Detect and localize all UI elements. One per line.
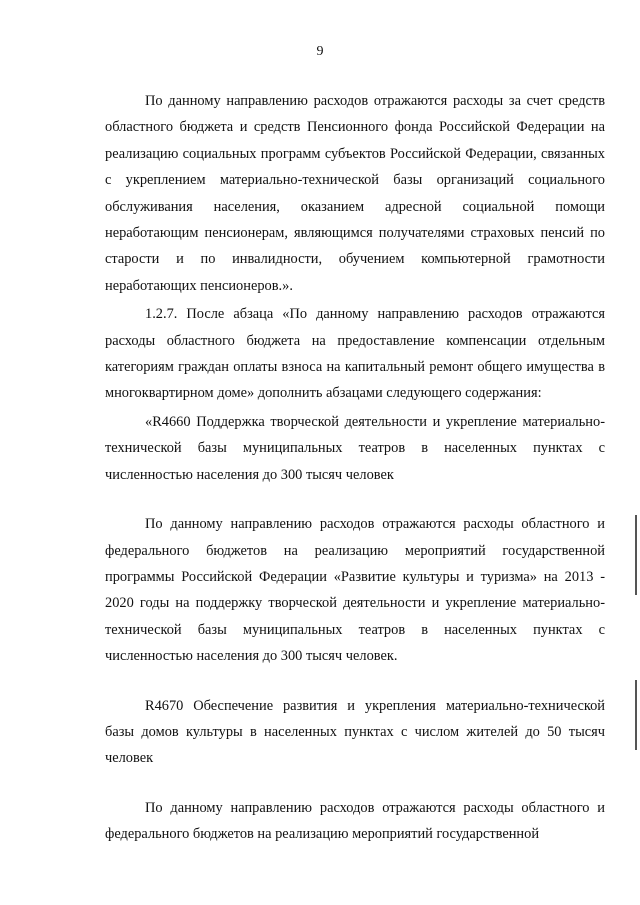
- paragraph-r4670-description: По данному направлению расходов отражаются расходы областного и федерального бюджетов на реализацию мероприятий государственной: [105, 799, 605, 843]
- paragraph-item-1-2-7: 1.2.7. После абзаца «По данному направлению расходов отражаются расходы областного бюджета на предоставление компенсации отдельным категориям граждан оплаты взноса на капитальный ремонт общего имущества в многоквартирном доме» дополнить абзацами следующего содержания:: [105, 306, 605, 402]
- scan-edge-mark: [635, 515, 637, 595]
- page-number: 9: [316, 44, 324, 59]
- scan-edge-mark: [635, 680, 637, 750]
- paragraph-pension-fund-expenses: По данному направлению расходов отражаются расходы за счет средств областного бюджета и средств Пенсионного фонда Российской Федерации на реализацию социальных программ субъектов Российской Федерации, связанных с укреплением материально-технической базы организаций социального обслуживания населения, оказанием адресной социальной помощи неработающим пенсионерам, являющимся получателями страховых пенсий по старости и по инвалидности, обучением компьютерной грамотности неработающих пенсионеров.».: [105, 93, 605, 294]
- paragraph-r4660-description: По данному направлению расходов отражаются расходы областного и федерального бюджетов на реализацию мероприятий государственной программы Российской Федерации «Развитие культуры и туризма» на 2013 - 2020 годы на поддержку творческой деятельности и укрепление материально-технической базы муниципальных театров в населенных пунктах с численностью населения до 300 тысяч человек.: [105, 516, 605, 665]
- document-body: [105, 88, 605, 848]
- paragraph-r4670-heading: R4670 Обеспечение развития и укрепления материально-технической базы домов культуры в населенных пунктах с числом жителей до 50 тысяч человек: [105, 697, 605, 767]
- paragraph-r4660-heading: «R4660 Поддержка творческой деятельности и укрепление материально-технической базы муниципальных театров в населенных пунктах с численностью населения до 300 тысяч человек: [105, 413, 605, 483]
